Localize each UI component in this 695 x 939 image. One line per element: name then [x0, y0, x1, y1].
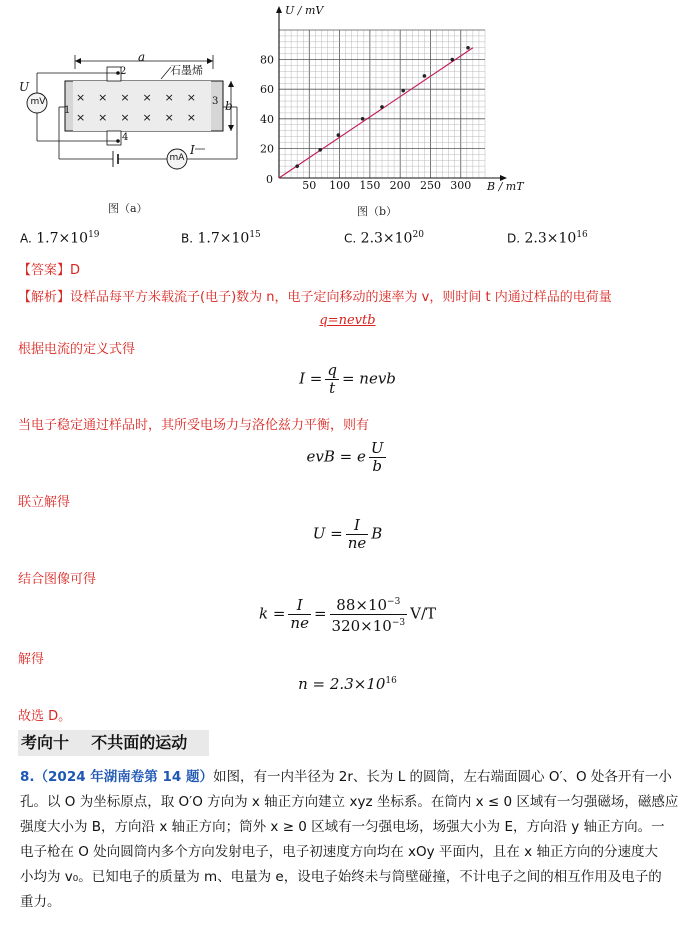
option-value: 2.3×10: [524, 230, 577, 247]
label-I: I: [190, 143, 195, 157]
field-mark: ×: [76, 111, 86, 124]
equation-solve: [0, 517, 695, 552]
origin-label: 0: [266, 173, 273, 186]
option-d[interactable]: [507, 230, 588, 247]
y-tick-label: 40: [260, 112, 274, 126]
voltmeter-label: mV: [30, 97, 46, 107]
x-tick-label: 100: [329, 179, 351, 192]
eq5-exp: 16: [385, 676, 397, 686]
eq2-num: U: [370, 439, 384, 457]
x-axis-label: B / mT: [487, 180, 524, 193]
eq4-left: k =: [258, 604, 286, 623]
eq3-den: ne: [347, 534, 367, 552]
question-line: 小均为 v₀。已知电子的质量为 m、电量为 e，设电子始终未与筒壁碰撞，不计电子之间的相互作用及电子的: [20, 869, 662, 885]
data-point: [423, 74, 427, 78]
eq4-num2: 88×10: [336, 596, 388, 614]
x-tick-label: 50: [302, 179, 317, 192]
label-U: U: [19, 80, 30, 94]
question-line: 孔。以 O 为坐标原点，取 O′O 方向为 x 轴正方向建立 xyz 坐标系。在筒内 x ≤ 0 区域有一匀强磁场，磁感应: [20, 794, 679, 810]
option-b[interactable]: [181, 230, 261, 247]
option-exponent: 19: [88, 230, 100, 240]
option-value: 1.7×10: [197, 230, 250, 247]
field-mark: ×: [120, 111, 130, 124]
option-exponent: 15: [249, 230, 261, 240]
x-tick-label: 200: [389, 179, 411, 192]
option-letter: D.: [507, 231, 521, 246]
eq4-den2-exp: −3: [391, 618, 406, 628]
terminal-2: 2: [120, 66, 127, 77]
question-8: [20, 765, 680, 915]
analysis-line-6: 解得: [18, 652, 45, 667]
equation-result: [0, 675, 695, 693]
eq4-equals: =: [313, 604, 327, 623]
field-mark: ×: [142, 111, 152, 124]
y-axis-arrow: [276, 6, 282, 13]
label-graphene: 石墨烯: [170, 64, 203, 77]
data-point: [450, 58, 454, 62]
eq1-right: = nevb: [341, 369, 396, 388]
x-tick-label: 300: [450, 179, 472, 192]
option-letter: B.: [181, 231, 194, 246]
figure-b-caption: 图（b）: [357, 205, 398, 218]
field-mark: ×: [186, 111, 196, 124]
question-line: 重力。: [20, 894, 61, 910]
field-mark: ×: [98, 111, 108, 124]
y-axis-label: U / mV: [285, 4, 324, 17]
eq3-left: U =: [312, 524, 343, 543]
answer-line: [18, 259, 80, 278]
terminal-4: 4: [122, 132, 129, 143]
option-value: 2.3×10: [360, 230, 413, 247]
option-letter: C.: [344, 231, 357, 246]
eq4-unit: V/T: [410, 604, 437, 623]
eq4-den1: ne: [290, 614, 309, 632]
y-tick-label: 60: [260, 83, 274, 97]
terminal-1: 1: [64, 105, 71, 116]
analysis-line-1: [18, 286, 688, 305]
eq1-num: q: [327, 361, 337, 379]
eq4-num1: I: [288, 597, 311, 615]
field-mark: ×: [98, 91, 108, 104]
analysis-line-4: 联立解得: [18, 495, 71, 510]
eq4-num2-exp: −3: [387, 597, 401, 607]
answer-tag: 【答案】: [18, 263, 71, 278]
figure-a-caption: 图（a）: [108, 202, 148, 215]
eq4-den2: 320×10: [331, 617, 392, 635]
question-source: （2024 年湖南卷第 14 题）: [34, 769, 213, 785]
eq1-left: I =: [299, 369, 323, 388]
question-line: [20, 765, 680, 790]
y-tick-label: 20: [260, 142, 274, 156]
field-marks: [76, 88, 196, 128]
eq3-right: B: [371, 524, 383, 543]
analysis-text: 设样品每平方米载流子(电子)数为 n，电子定向移动的速率为 v，则时间 t 内通过样品的电荷量: [70, 290, 612, 305]
option-exponent: 16: [576, 230, 588, 240]
field-mark: ×: [142, 91, 152, 104]
ammeter-label: mA: [169, 153, 185, 163]
data-point: [380, 105, 384, 109]
option-c[interactable]: [344, 230, 424, 247]
data-point: [295, 164, 299, 168]
equation-current: [0, 362, 695, 397]
data-point: [337, 133, 341, 137]
label-a: a: [138, 50, 146, 64]
eq5: n = 2.3×10: [298, 675, 386, 693]
question-line: 强度大小为 B，方向沿 x 轴正方向；筒外 x ≥ 0 区域有一匀强电场，场强大小为 E，方向沿 y 轴正方向。一: [20, 819, 665, 835]
option-letter: A.: [20, 231, 32, 246]
x-tick-label: 250: [419, 179, 441, 192]
field-mark: ×: [120, 91, 130, 104]
section-title: 考向十 不共面的运动: [18, 730, 209, 756]
equation-q: q=nevtb: [319, 313, 376, 328]
y-tick-label: 80: [260, 53, 274, 67]
analysis-line-2: 根据电流的定义式得: [18, 342, 136, 357]
answer-value: D: [70, 263, 81, 278]
eq2-den: b: [372, 457, 382, 475]
eq3-num: I: [346, 517, 369, 535]
field-mark: ×: [186, 91, 196, 104]
data-point: [361, 117, 365, 121]
eq1-den: t: [329, 379, 336, 397]
equation-slope: [0, 594, 695, 635]
option-exponent: 20: [412, 230, 424, 240]
field-mark: ×: [164, 91, 174, 104]
terminal-3: 3: [212, 96, 219, 107]
question-line: 电子枪在 O 处向圆筒内多个方向发射电子，电子初速度方向均在 xOy 平面内，且在 x 轴正方向的分速度大: [20, 844, 658, 860]
conclusion: 故选 D。: [18, 709, 72, 724]
analysis-tag: 【解析】: [18, 290, 71, 305]
option-a[interactable]: [20, 230, 100, 247]
eq2-left: evB = e: [306, 447, 366, 466]
question-number: 8.: [20, 769, 35, 785]
analysis-line-5: 结合图像可得: [18, 572, 97, 587]
field-mark: ×: [76, 91, 86, 104]
x-tick-label: 150: [359, 179, 381, 192]
data-point: [318, 148, 322, 152]
data-point: [466, 46, 470, 50]
field-mark: ×: [164, 111, 174, 124]
analysis-line-3: 当电子稳定通过样品时，其所受电场力与洛伦兹力平衡，则有: [18, 418, 370, 433]
question-text: 如图，有一内半径为 2r、长为 L 的圆筒，左右端面圆心 O′、O 处各开有一小: [213, 769, 672, 785]
equation-balance: [0, 440, 695, 475]
data-point: [401, 89, 405, 93]
figure-b-chart: [255, 0, 525, 200]
label-b: b: [225, 99, 233, 113]
option-value: 1.7×10: [36, 230, 89, 247]
